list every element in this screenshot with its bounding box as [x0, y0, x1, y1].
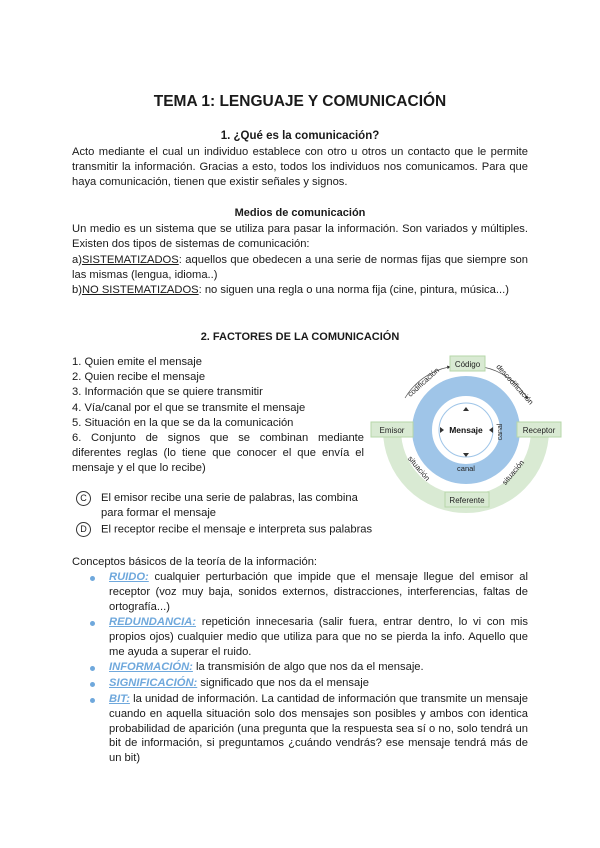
bullet-icon [90, 576, 95, 581]
concept-text: la unidad de información. La cantidad de información que transmite un mensaje cuando en aquella situación solo dos mensajes son posibles y ambos con identica probabilidad de aparición (una pregunta que la respuesta sea sí o no, solo tendrá un bit de información, si preguntamos ¿cuándo vendrás? ese mensaje tendrá más de un bit) [109, 693, 528, 765]
section2-heading: 2. FACTORES DE LA COMUNICACIÓN [200, 331, 400, 343]
concept-item [90, 570, 528, 614]
concept-item [90, 660, 528, 675]
factor-item: 6. Conjunto de signos que se combinan mediante diferentes reglas (lo tiene que conocer el que envía el mensaje y el que lo recibe) [72, 432, 364, 475]
communication-diagram [365, 350, 565, 520]
concept-term: REDUNDANCIA: [109, 616, 197, 628]
concept-term: RUIDO: [109, 571, 149, 583]
bullet-icon [90, 682, 95, 687]
descodificacion-label: descodificación [494, 362, 536, 407]
medios-b-term: NO SISTEMATIZADOS [81, 284, 199, 296]
codificacion-label: codificación [405, 365, 441, 399]
situacion-left-label: situación [405, 454, 432, 483]
concept-item [90, 615, 528, 659]
medios-a-term: SISTEMATIZADOS [81, 254, 179, 266]
emisor-label: Emisor [379, 426, 405, 435]
concept-text: cualquier perturbación que impide que el mensaje llegue del emisor al receptor (voz muy baja, sonidos externos, distracciones, interferencias, faltas de ortografía...) [109, 571, 528, 613]
circled-d-icon: D [76, 522, 91, 537]
factor-item: 2. Quien recibe el mensaje [72, 371, 206, 384]
concept-text: repetición innecesaria (salir fuera, entrar dentro, lo vi con mis propios ojos) cualquier medio que utiliza para que no se pierda la info. Aquello que me ayuda a superar el ruido. [109, 616, 528, 658]
situacion-right-label: situación [500, 458, 527, 487]
note-d-text: El receptor recibe el mensaje e interpreta sus palabras [101, 523, 373, 536]
medios-paragraph: Un medio es un sistema que se utiliza para pasar la información. Son variados y múltiples. Existen dos tipos de sistemas de comunicación: [72, 223, 528, 251]
conceptos-intro: Conceptos básicos de la teoría de la información: [72, 556, 318, 568]
factor-item: 3. Información que se quiere transmitir [72, 386, 263, 399]
medios-b-text: : no siguen una regla o una norma fija (cine, pintura, música...) [198, 284, 509, 296]
page-title: TEMA 1: LENGUAJE Y COMUNICACIÓN [153, 93, 447, 110]
factor-item: 4. Vía/canal por el que se transmite el mensaje [72, 401, 306, 414]
codigo-label: Código [454, 360, 481, 369]
note-d [76, 522, 376, 537]
concept-item [90, 676, 528, 691]
section1-paragraph: Acto mediante el cual un individuo establece con otro u otros un contacto que le permite transmitir la información. Gracias a esto, todos los individuos nos comunicamos. Para que haya comunicación, tienen que existir señales y signos. [72, 146, 528, 189]
canal-right-label: canal [497, 423, 504, 441]
canal-bottom-label: canal [457, 464, 475, 473]
concept-text: significado que nos da el mensaje [197, 677, 369, 689]
concept-term: BIT: [109, 693, 130, 705]
mensaje-label: Mensaje [449, 425, 483, 435]
factores-list [72, 355, 372, 477]
medios-a-text: : aquellos que obedecen a una serie de normas fijas que siempre son las mismas (lengua, idioma..) [72, 254, 528, 282]
medios-item-b [72, 283, 528, 298]
concept-term: SIGNIFICACIÓN: [109, 677, 198, 689]
medios-heading: Medios de comunicación [234, 207, 366, 219]
medios-b-prefix: b) [72, 284, 82, 296]
receptor-label: Receptor [522, 426, 556, 435]
factor-item: 5. Situación en la que se da la comunicación [72, 416, 294, 429]
bullet-icon [90, 621, 95, 626]
bullet-icon [90, 666, 95, 671]
factor-item: 1. Quien emite el mensaje [72, 356, 202, 368]
note-c-text: El emisor recibe una serie de palabras, las combina para formar el mensaje [101, 492, 358, 519]
note-c [76, 491, 376, 520]
referente-label: Referente [449, 496, 485, 505]
medios-item-a [72, 253, 528, 283]
section1-heading: 1. ¿Qué es la comunicación? [220, 130, 380, 142]
circled-c-icon: C [76, 491, 91, 506]
bullet-icon [90, 698, 95, 703]
concept-term: INFORMACIÓN: [109, 661, 193, 673]
medios-a-prefix: a) [72, 254, 82, 266]
concept-item [90, 692, 528, 766]
concept-text: la transmisión de algo que nos da el mensaje. [192, 661, 424, 673]
